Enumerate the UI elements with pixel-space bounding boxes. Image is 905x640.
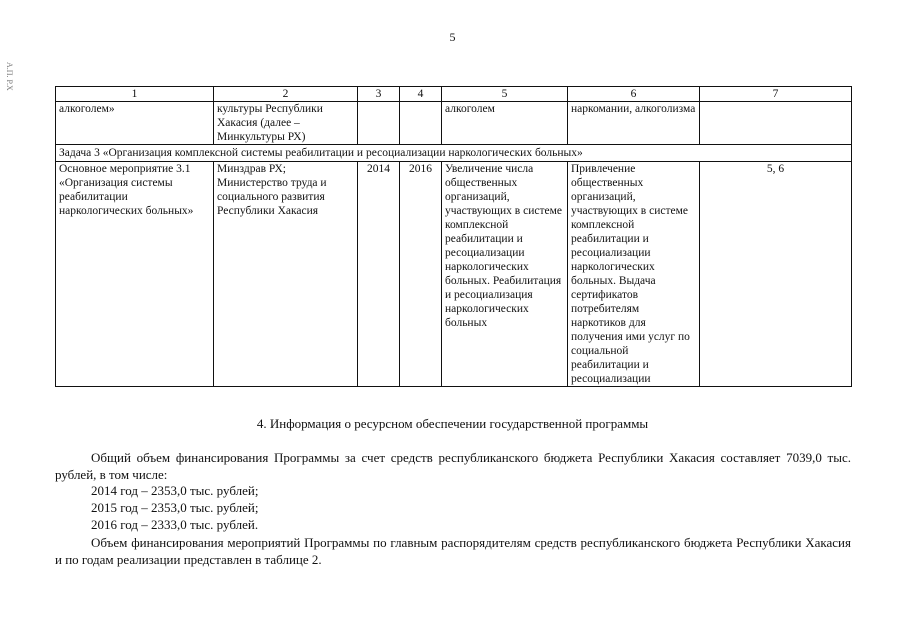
row2-cell-6: Привлечение общественных организаций, участвующих в системе комплексной реабилитации и ресоциализации наркологических больных. Выдача сертификатов потребителям наркотиков для получения ими услуг по социальной реабилитации и ресоциализации	[568, 162, 700, 387]
row2-cell-4: 2016	[400, 162, 442, 387]
header-col-7: 7	[700, 87, 852, 102]
header-col-5: 5	[442, 87, 568, 102]
row1-cell-7	[700, 102, 852, 145]
row2-cell-2: Минздрав РХ; Министерство труда и социального развития Республики Хакасия	[214, 162, 358, 387]
funding-paragraph: Общий объем финансирования Программы за счет средств республиканского бюджета Республики Хакасия составляет 7039,0 тыс. рублей, в том числе:	[55, 450, 851, 482]
row2-cell-3: 2014	[358, 162, 400, 387]
task-row	[56, 145, 852, 162]
row1-cell-3	[358, 102, 400, 145]
row1-cell-6: наркомании, алкоголизма	[568, 102, 700, 145]
funding-2015: 2015 год – 2353,0 тыс. рублей;	[91, 500, 259, 515]
row2-cell-1: Основное мероприятие 3.1 «Организация системы реабилитации наркологических больных»	[56, 162, 214, 387]
header-col-1: 1	[56, 87, 214, 102]
header-col-4: 4	[400, 87, 442, 102]
row1-cell-2: культуры Республики Хакасия (далее – Минкультуры РХ)	[214, 102, 358, 145]
distribution-paragraph: Объем финансирования мероприятий Программы по главным распорядителям средств республиканского бюджета Республики Хакасия и по годам реализации представлен в таблице 2.	[55, 535, 851, 567]
section-title: 4. Информация о ресурсном обеспечении государственной программы	[256, 416, 649, 431]
side-mark: А.П. Р.Х	[5, 62, 14, 91]
task-3-title: Задача 3 «Организация комплексной системы реабилитации и ресоциализации наркологических больных»	[56, 145, 852, 162]
row1-cell-5: алкоголем	[442, 102, 568, 145]
header-col-3: 3	[358, 87, 400, 102]
program-table	[55, 86, 852, 387]
header-col-6: 6	[568, 87, 700, 102]
funding-2014: 2014 год – 2353,0 тыс. рублей;	[91, 483, 259, 498]
table-row	[56, 162, 852, 387]
table-row	[56, 102, 852, 145]
page-number: 5	[449, 30, 456, 44]
funding-2016: 2016 год – 2333,0 тыс. рублей.	[91, 517, 259, 532]
header-col-2: 2	[214, 87, 358, 102]
row1-cell-4	[400, 102, 442, 145]
row1-cell-1: алкоголем»	[56, 102, 214, 145]
row2-cell-7: 5, 6	[700, 162, 852, 387]
table-header-row	[56, 87, 852, 102]
row2-cell-5: Увеличение числа общественных организаций, участвующих в системе комплексной реабилитации и ресоциализации наркологических больных. Реабилитация и ресоциализация наркологических больных	[442, 162, 568, 387]
